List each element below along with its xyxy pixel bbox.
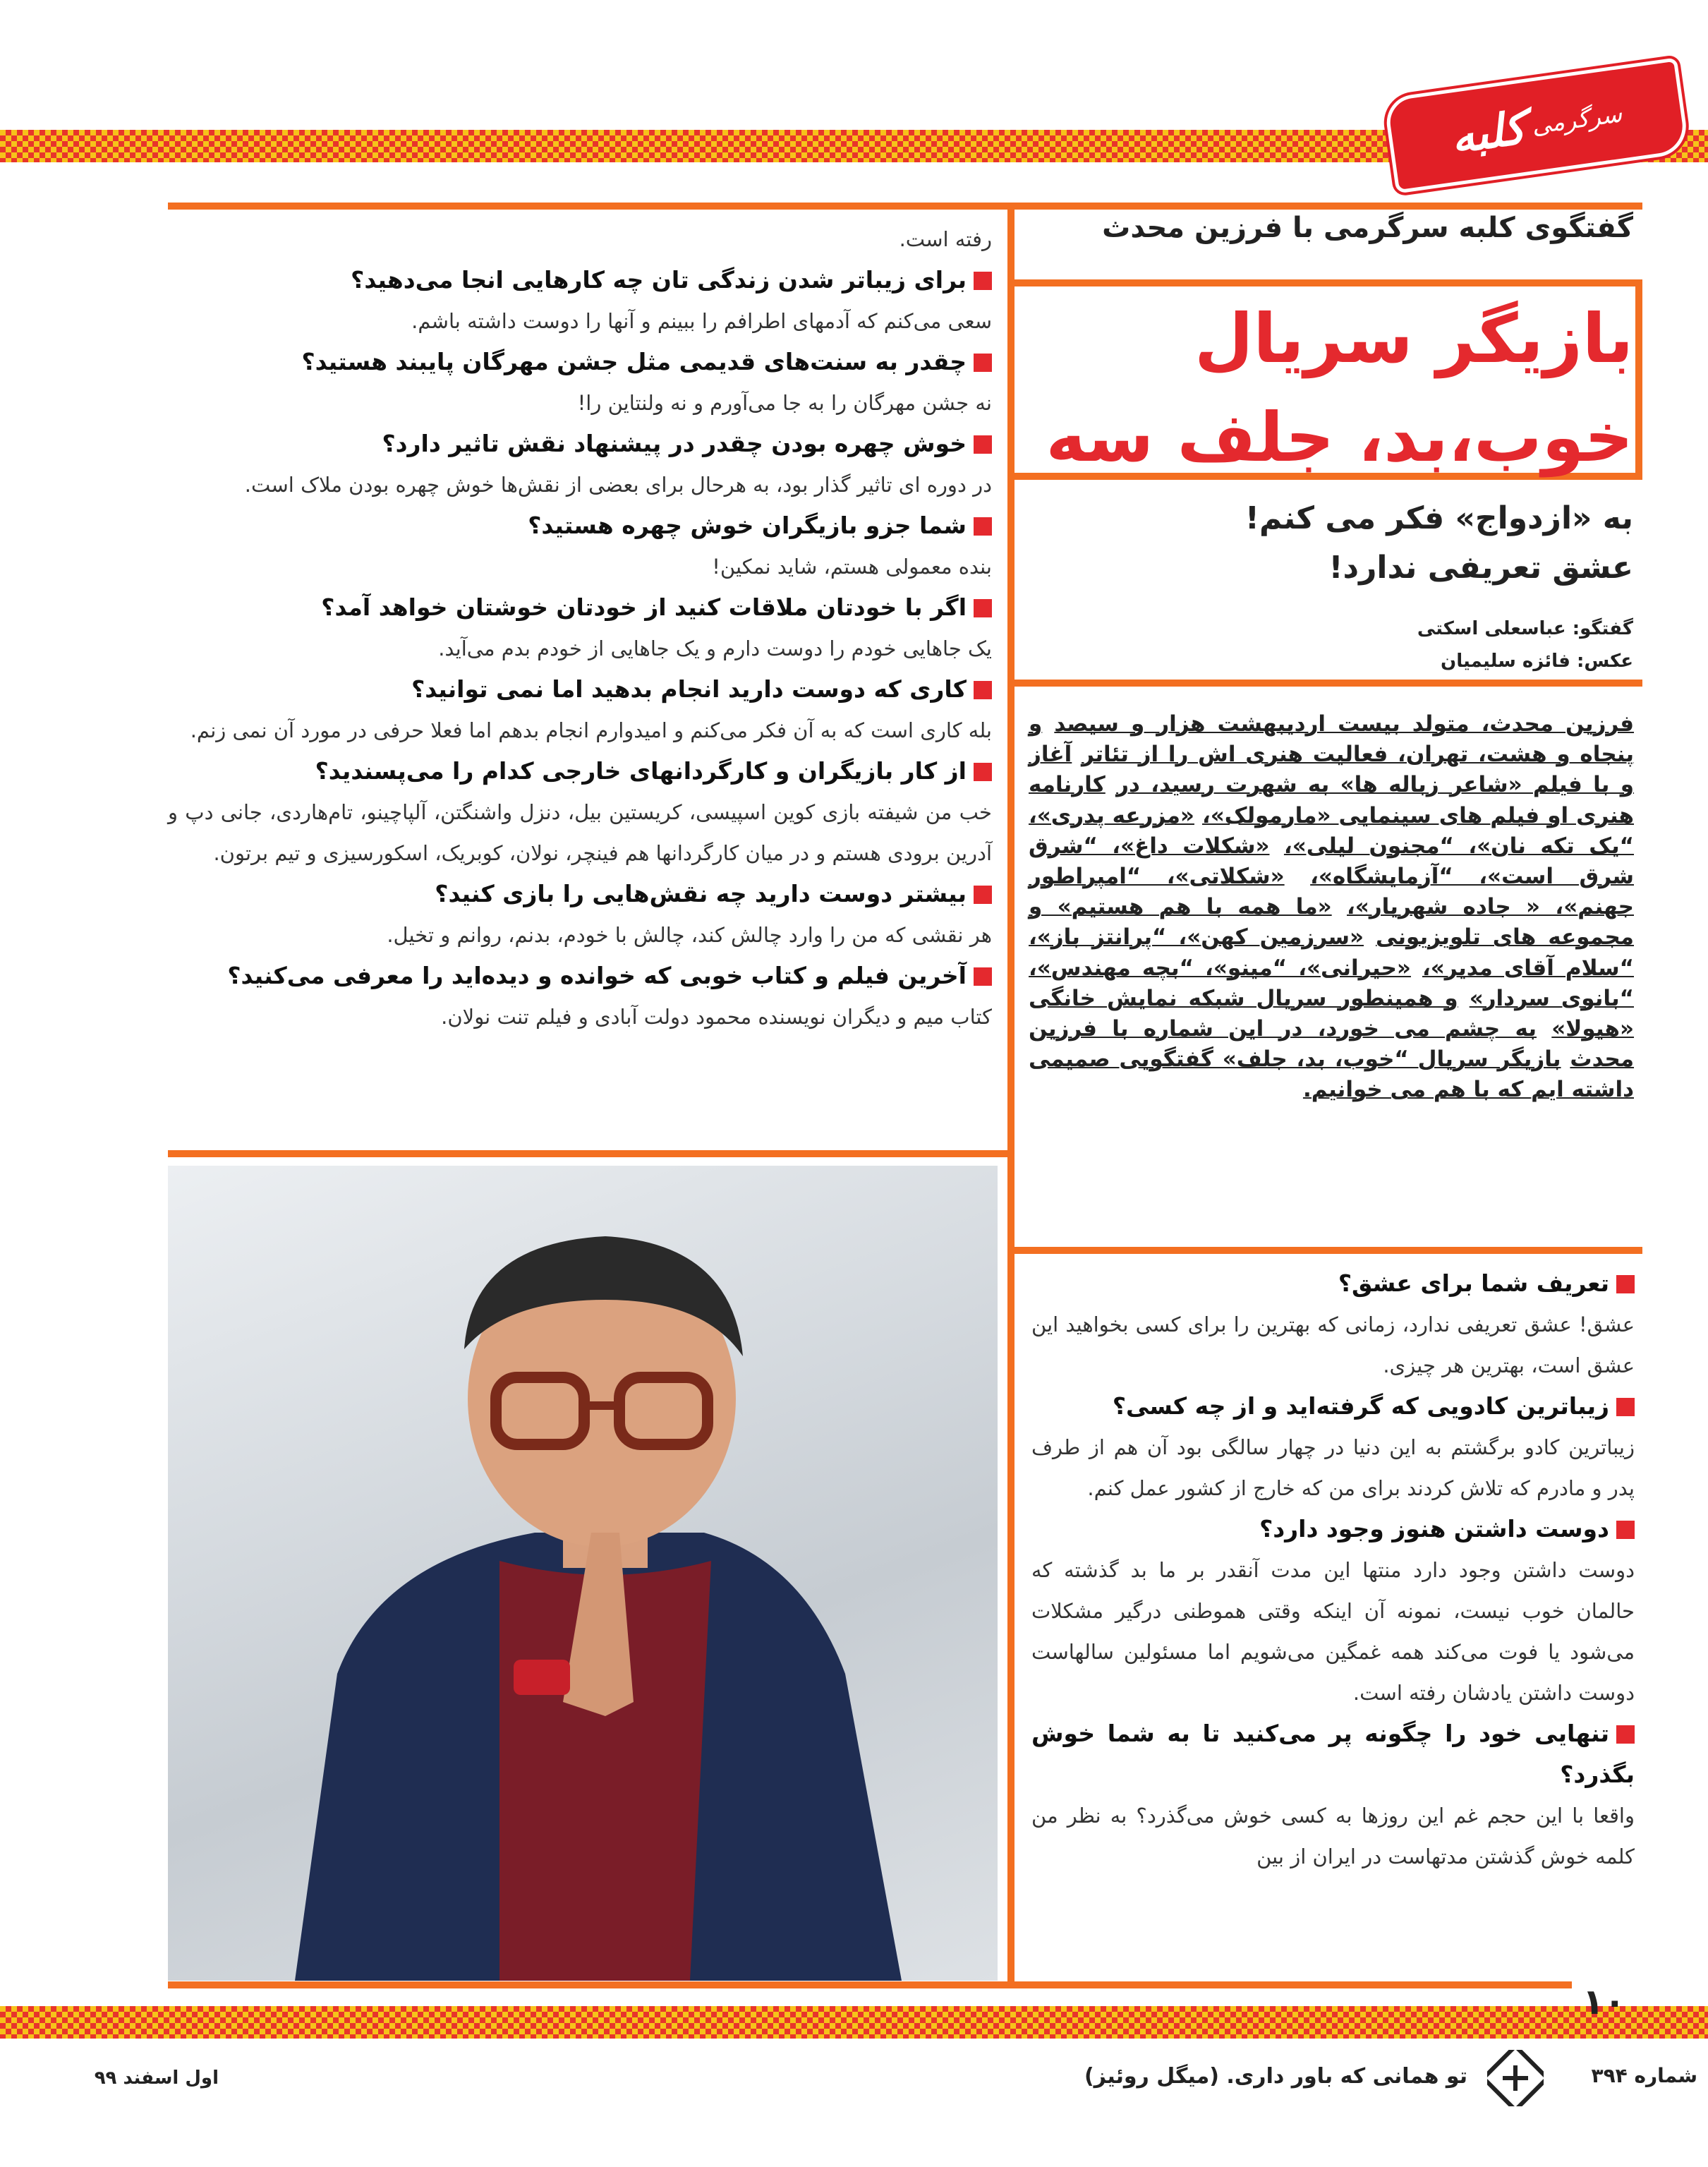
page-number: ۱۰ — [1582, 1981, 1626, 2022]
rule-above-photo — [168, 1150, 1007, 1157]
bottom-pattern-strip — [0, 2006, 1708, 2039]
lead-line: «شکلات داغ»، “شرق شرق است»، “آزمایشگاه»، — [1029, 833, 1634, 890]
bullet-square-icon — [974, 763, 992, 781]
answer: دوست داشتن وجود دارد منتها این مدت آنقدر بر ما بد گذشته که حالمان خوب نیست، نمونه آن اینکه وقتی هموطنی درگیر مشکلات می‌شود یا فوت می‌کند همه غمگین می‌شویم اما مسئولین سالهاست دوست داشتن یادشان رفته است. — [1031, 1558, 1635, 1705]
portrait-illustration — [168, 1166, 998, 1981]
bullet-square-icon — [974, 967, 992, 986]
question: خوش چهره بودن چقدر در پیشنهاد نقش تاثیر دارد؟ — [168, 423, 992, 464]
lead-line: آغاز و با فیلم «شاعر زباله ها» به شهرت رسید، در — [1029, 742, 1635, 798]
title-line-1: بازیگر سریال — [1194, 299, 1633, 378]
question: برای زیباتر شدن زندگی تان چه کارهایی انجا می‌دهید؟ — [168, 260, 992, 301]
rule-column-divider — [1007, 203, 1014, 1988]
rule-under-title — [1014, 279, 1642, 286]
article-credits — [1034, 612, 1633, 677]
answer: در دوره ای تاثیر گذار بود، به هرحال برای بعضی از نقش‌ها خوش چهره بودن ملاک است. — [244, 473, 992, 497]
lead-line: «شکلاتی»، “امپراطور جهنم»، « جاده شهریار»، — [1029, 864, 1634, 920]
question: آخرین فیلم و کتاب خوبی که خوانده و دیده‌اید را معرفی می‌کنید؟ — [168, 955, 992, 996]
issue-number: شماره ۳۹۴ — [1591, 2064, 1697, 2087]
answer: یک جاهایی خودم را دوست دارم و یک جاهایی از خودم بدم می‌آید. — [438, 636, 992, 660]
rule-bottom — [168, 1981, 1572, 1988]
right-qa-column — [1031, 1263, 1635, 1877]
answer: واقعا با این حجم غم این روزها به کسی خوش می‌گذرد؟ به نظر من کلمه خوش گذشتن مدتهاست در ایران از بین — [1031, 1804, 1635, 1869]
actor-portrait-photo — [168, 1166, 998, 1981]
answer: خب من شیفته بازی کوین اسپیسی، کریستین بیل، دنزل واشنگتن، آلپاچینو، تام‌هاردی، جانی دپ و آدرین برودی هستم و در میان کارگردانها هم فینچر، نولان، کوبریک، اسکورسیزی و تیم برتون. — [168, 800, 992, 865]
answer: سعی می‌کنم که آدمهای اطرافم را ببینم و آنها را دوست داشته باشم. — [411, 309, 992, 333]
answer: بله کاری است که به آن فکر می‌کنم و امیدوارم انجام بدهم اما فعلا حرفی در مورد آن نمی زنم. — [190, 718, 992, 742]
lead-line: و پنجاه و هشت، تهران، فعالیت هنری اش را از تئاتر — [1029, 711, 1634, 768]
question: چقدر به سنت‌های قدیمی مثل جشن مهرگان پایبند هستید؟ — [168, 342, 992, 382]
rule-headline-edge — [1635, 279, 1642, 480]
lead-line: «مزرعه پدری»، “یک تکه نان»، “مجنون لیلی»، — [1029, 802, 1635, 859]
article-kicker: گفتگوی کلبه سرگرمی با فرزین محدث — [1102, 212, 1633, 244]
article-title — [1034, 289, 1633, 487]
brand-logo-main: کلبه — [1447, 101, 1529, 164]
question: زیباترین کادویی که گرفته‌اید و از چه کسی؟ — [1031, 1386, 1635, 1427]
footer-quote: تو همانی که باور داری. (میگل روئیز) — [1084, 2064, 1467, 2089]
lead-line: و همینطور سریال شبکه نمایش خانگی «هیولا» — [1029, 985, 1635, 1042]
issue-date: اول اسفند ۹۹ — [94, 2068, 219, 2089]
lead-line: بازیگر سریال “خوب، بد، جلف» گفتگویی صمیمی — [1029, 1046, 1561, 1073]
question: تعریف شما برای عشق؟ — [1031, 1263, 1635, 1304]
question: از کار بازیگران و کارگردانهای خارجی کدام را می‌پسندید؟ — [168, 751, 992, 792]
question: دوست داشتن هنوز وجود دارد؟ — [1031, 1509, 1635, 1550]
rule-under-lead — [1014, 1247, 1642, 1254]
question: بیشتر دوست دارید چه نقش‌هایی را بازی کنید؟ — [168, 874, 992, 915]
brand-logo — [1383, 57, 1690, 193]
bullet-square-icon — [1616, 1725, 1635, 1744]
bullet-square-icon — [974, 517, 992, 536]
bullet-square-icon — [974, 435, 992, 454]
article-subtitle — [1034, 494, 1633, 593]
lead-line: فرزین محدث، متولد بیست اردیبهشت هزار و سیصد — [1054, 711, 1635, 737]
rule-top — [168, 203, 1642, 210]
answer: نه جشن مهرگان را به جا می‌آورم و نه ولنتاین را! — [577, 391, 992, 415]
bullet-square-icon — [974, 599, 992, 617]
question: تنهایی خود را چگونه پر می‌کنید تا به شما خوش بگذرد؟ — [1031, 1720, 1635, 1788]
subtitle-line-1: به «ازدواج» فکر می کنم! — [1244, 500, 1633, 536]
answer: زیباترین کادو برگشتم به این دنیا در چهار سالگی بود آن هم از طرف پدر و مادرم که تلاش کردند برای من که خارج از کشور عمل کنم. — [1031, 1435, 1635, 1500]
bullet-square-icon — [974, 272, 992, 290]
lead-paragraph — [1029, 709, 1634, 1106]
lead-line: «حیرانی»، “مینو»، “بچه مهندس»، “بانوی سردار» — [1029, 955, 1634, 1011]
answer: هر نقشی که من را وارد چالش کند، چالش با خودم، بدنم، روانم و تخیل. — [387, 923, 992, 947]
bullet-square-icon — [974, 681, 992, 699]
question: شما جزو بازیگران خوش چهره هستید؟ — [168, 505, 992, 546]
bullet-square-icon — [974, 886, 992, 904]
title-line-2: خوب،بد، جلف سه — [1046, 398, 1633, 477]
bullet-square-icon — [974, 354, 992, 372]
subtitle-line-2: عشق تعریفی ندارد! — [1328, 550, 1633, 586]
lead-line: کارنامه هنری او فیلم های سینمایی «مارمولک»، — [1029, 772, 1635, 828]
question: کاری که دوست دارید انجام بدهید اما نمی توانید؟ — [168, 669, 992, 710]
credit-interview: گفتگو: عباسعلی اسکتی — [1417, 618, 1633, 639]
bullet-square-icon — [1616, 1521, 1635, 1539]
lead-line: «سرزمین کهن»، “پرانتز باز»، “سلام آقای مدیر»، — [1029, 924, 1634, 981]
lead-line: به چشم می خورد، در این شماره با فرزین محدث — [1029, 1016, 1635, 1073]
question: اگر با خودتان ملاقات کنید از خودتان خوشتان خواهد آمد؟ — [168, 587, 992, 628]
lead-line: داشته ایم که با هم می خوانیم. — [1302, 1077, 1634, 1103]
answer: عشق! عشق تعریفی ندارد، زمانی که بهترین را برای کسی بخواهید این عشق است، بهترین هر چیزی. — [1031, 1312, 1635, 1377]
answer: کتاب میم و دیگران نویسنده محمود دولت آبادی و فیلم تنت نولان. — [441, 1005, 992, 1029]
brand-logo-sub: سرگرمی — [1530, 99, 1624, 140]
bullet-square-icon — [1616, 1275, 1635, 1293]
left-qa-column — [168, 219, 992, 1037]
bullet-square-icon — [1616, 1398, 1635, 1416]
answer: بنده معمولی هستم، شاید نمکین! — [712, 555, 992, 579]
magazine-emblem-icon — [1487, 2050, 1544, 2106]
continued-text: رفته است. — [899, 227, 992, 251]
rule-under-credits — [1014, 680, 1642, 687]
lead-line: «ما همه با هم هستیم» و مجموعه های تلویزیونی — [1029, 894, 1634, 950]
credit-photo: عکس: فائزه سلیمیان — [1441, 651, 1633, 672]
